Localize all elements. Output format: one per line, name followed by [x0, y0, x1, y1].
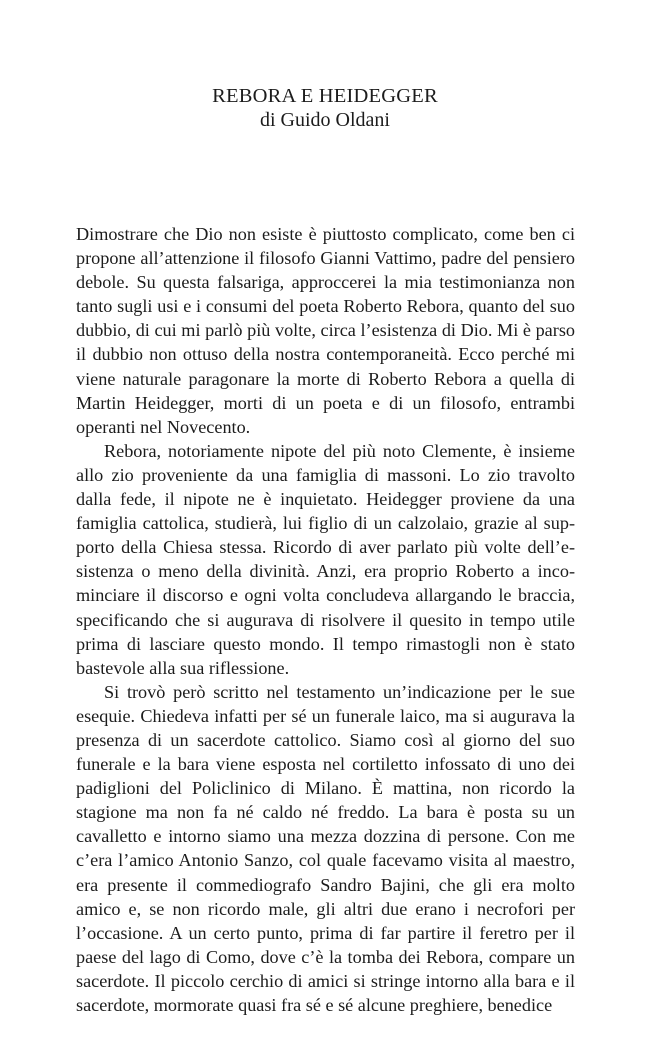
chapter-title: REBORA E HEIDEGGER — [212, 85, 438, 107]
author-byline: di Guido Oldani — [260, 109, 390, 131]
paragraph-1: Dimostrare che Dio non esiste è piuttosto complicato, come ben ci propone all’attenzione il filosofo Gianni Vattimo, padre del pensiero debole. Su questa falsariga, approccerei la mia testimonianza non tanto sugli usi e i consumi del poeta Roberto Rebora, quanto del suo dubbio, di cui mi parlò più volte, circa l’esistenza di Dio. Mi è parso il dubbio non ottuso della nostra contemporaneità. Ecco perché mi viene naturale paragonare la morte di Roberto Rebora a quella di Martin Heidegger, morti di un poeta e di un filosofo, entrambi operanti nel Novecento. — [76, 224, 575, 437]
chapter-header — [0, 84, 650, 132]
body-text — [76, 222, 575, 1017]
paragraph-3: Si trovò però scritto nel testamento un’indicazione per le sue esequie. Chiedeva infatti per sé un funerale laico, ma si augurava la presenza di un sacerdote cattolico. Siamo così al giorno del suo funerale e la bara viene esposta nel cortiletto infossato di uno dei padiglioni del Policlinico di Milano. È mattina, non ricordo la stagione ma non fa né caldo né freddo. La bara è posta su un cavalletto e intorno siamo una mezza dozzina di persone. Con me c’era l’amico Antonio Sanzo, col quale facevamo visita al maestro, era presente il commediografo Sandro Bajini, che gli era molto amico e, se non ricordo male, gli altri due erano i necrofori per l’occasione. A un certo punto, prima di far partire il feretro per il paese del lago di Como, dove c’è la tomba dei Rebora, compare un sacerdote. Il piccolo cerchio di amici si stringe intorno alla bara e il sacerdote, mormorate quasi fra sé e sé alcune preghiere, benedice — [76, 681, 575, 1015]
paragraph-2: Rebora, notoriamente nipote del più noto Clemente, è insieme allo zio proveniente da una famiglia di massoni. Lo zio travolto dalla fede, il nipote ne è inquietato. Heidegger proviene da una famiglia cattolica, studierà, lui figlio di un calzolaio, grazie al supporto della Chiesa stessa. Ricordo di aver parlato più volte dell’esistenza o meno della divinità. Anzi, era proprio Roberto a incominciare il discorso e ogni volta concludeva allargando le braccia, specificando che si augurava di risolvere il quesito in tempo utile prima di lasciare questo mondo. Il tempo rimastogli non è stato bastevole alla sua riflessione. — [76, 440, 575, 678]
